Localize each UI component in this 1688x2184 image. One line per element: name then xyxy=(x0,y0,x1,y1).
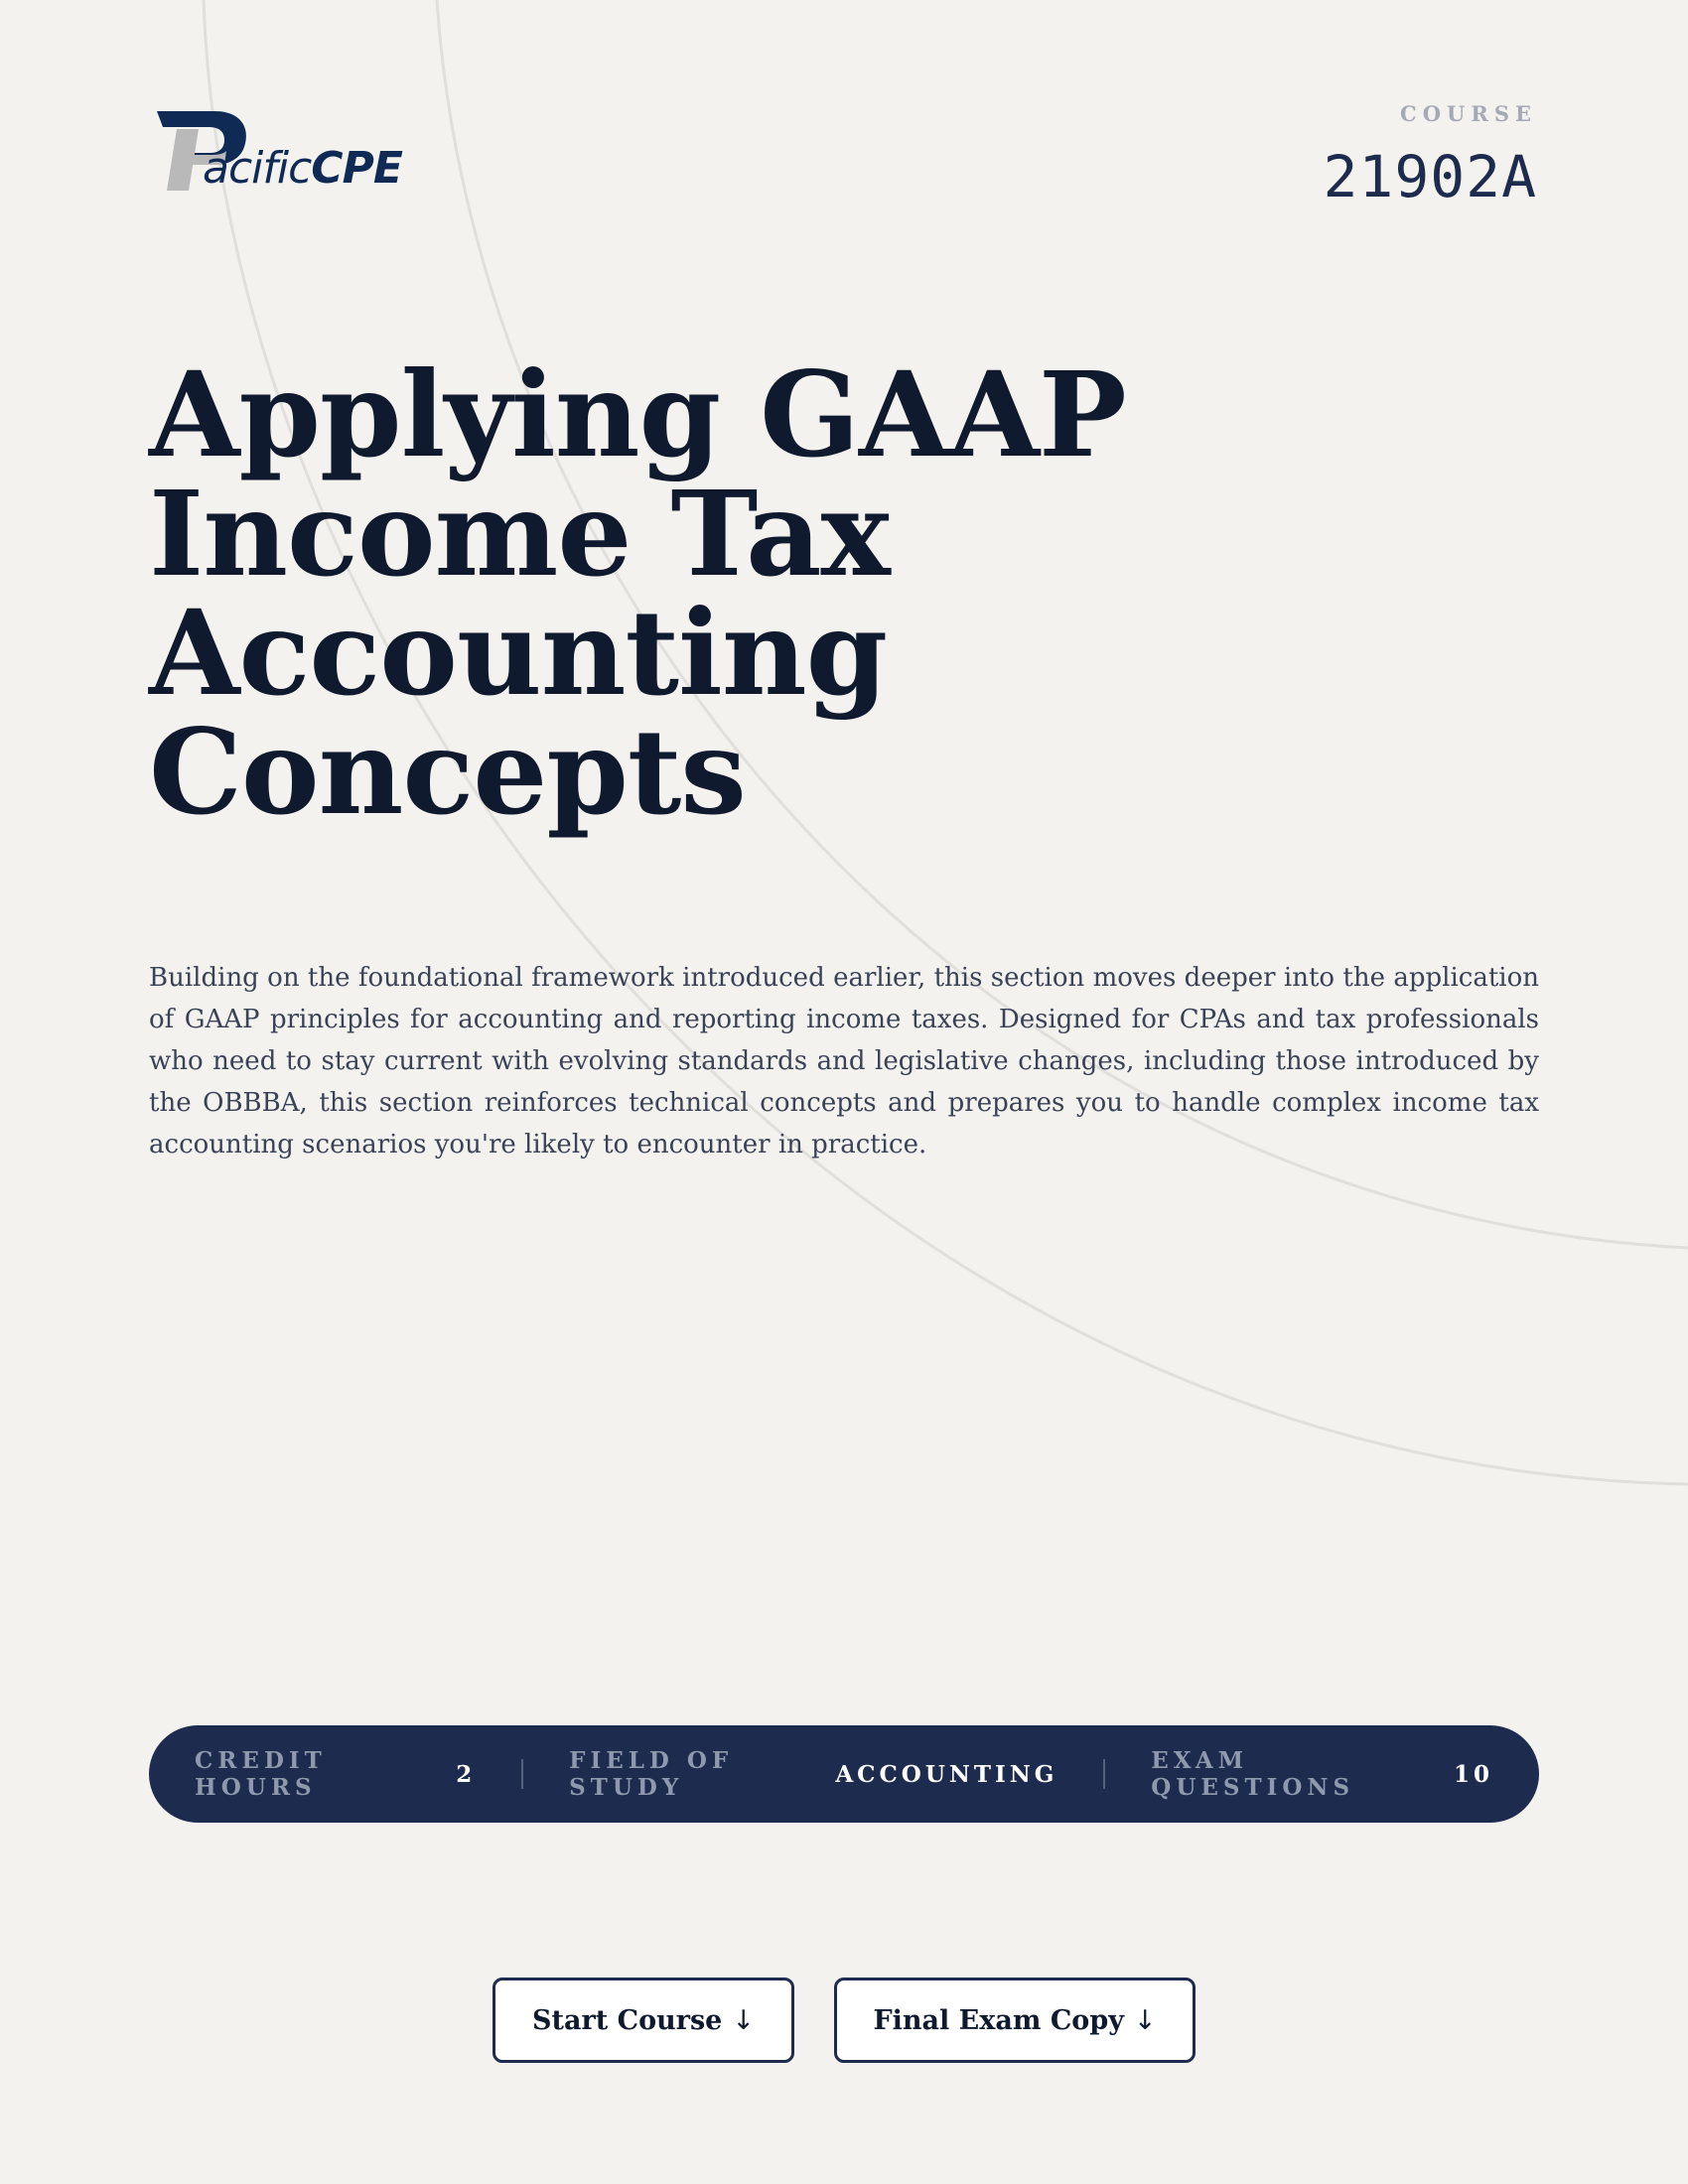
meta-credit-hours-label: CREDIT HOURS xyxy=(195,1747,327,1801)
meta-field-value: ACCOUNTING xyxy=(835,1760,1058,1788)
course-label: COURSE xyxy=(1400,101,1537,126)
course-title xyxy=(149,345,1241,841)
final-exam-copy-button[interactable] xyxy=(834,1978,1196,2063)
meta-exam-value: 10 xyxy=(1454,1760,1494,1788)
logo-wordmark-bold: CPE xyxy=(311,143,402,194)
course-meta-bar xyxy=(149,1725,1539,1823)
arrow-down-icon: ↓ xyxy=(1133,2004,1157,2036)
meta-field-label: FIELD OF STUDY xyxy=(569,1747,734,1801)
final-exam-copy-label: Final Exam Copy xyxy=(873,2004,1124,2036)
pacificcpe-logo[interactable] xyxy=(155,107,403,199)
meta-exam-questions xyxy=(1105,1747,1539,1801)
course-description: Building on the foundational framework introduced earlier, this section moves deeper into the application of GAAP principles for accounting and reporting income taxes. Designed for CPAs and tax professionals who need to stay current with evolving standards and legislative changes, including those introduced by the OBBBA, this section reinforces technical concepts and prepares you to handle complex income tax accounting scenarios you're likely to encounter in practice. xyxy=(149,963,1539,1160)
action-buttons xyxy=(0,1978,1688,2063)
course-code: 21902A xyxy=(1323,143,1537,210)
arrow-down-icon: ↓ xyxy=(732,2004,755,2036)
course-title-line: Income Tax xyxy=(149,465,890,603)
course-title-line: Accounting xyxy=(149,584,888,722)
logo-wordmark-light: acific xyxy=(203,143,312,194)
course-title-line: Applying GAAP xyxy=(149,345,1126,483)
start-course-label: Start Course xyxy=(532,2004,723,2036)
course-title-line: Concepts xyxy=(149,703,746,841)
meta-field-of-study xyxy=(523,1747,1103,1801)
meta-credit-hours-value: 2 xyxy=(456,1760,477,1788)
meta-credit-hours xyxy=(149,1747,521,1801)
logo-wordmark xyxy=(203,143,402,194)
meta-exam-label: EXAM QUESTIONS xyxy=(1151,1747,1355,1801)
start-course-button[interactable] xyxy=(492,1978,794,2063)
